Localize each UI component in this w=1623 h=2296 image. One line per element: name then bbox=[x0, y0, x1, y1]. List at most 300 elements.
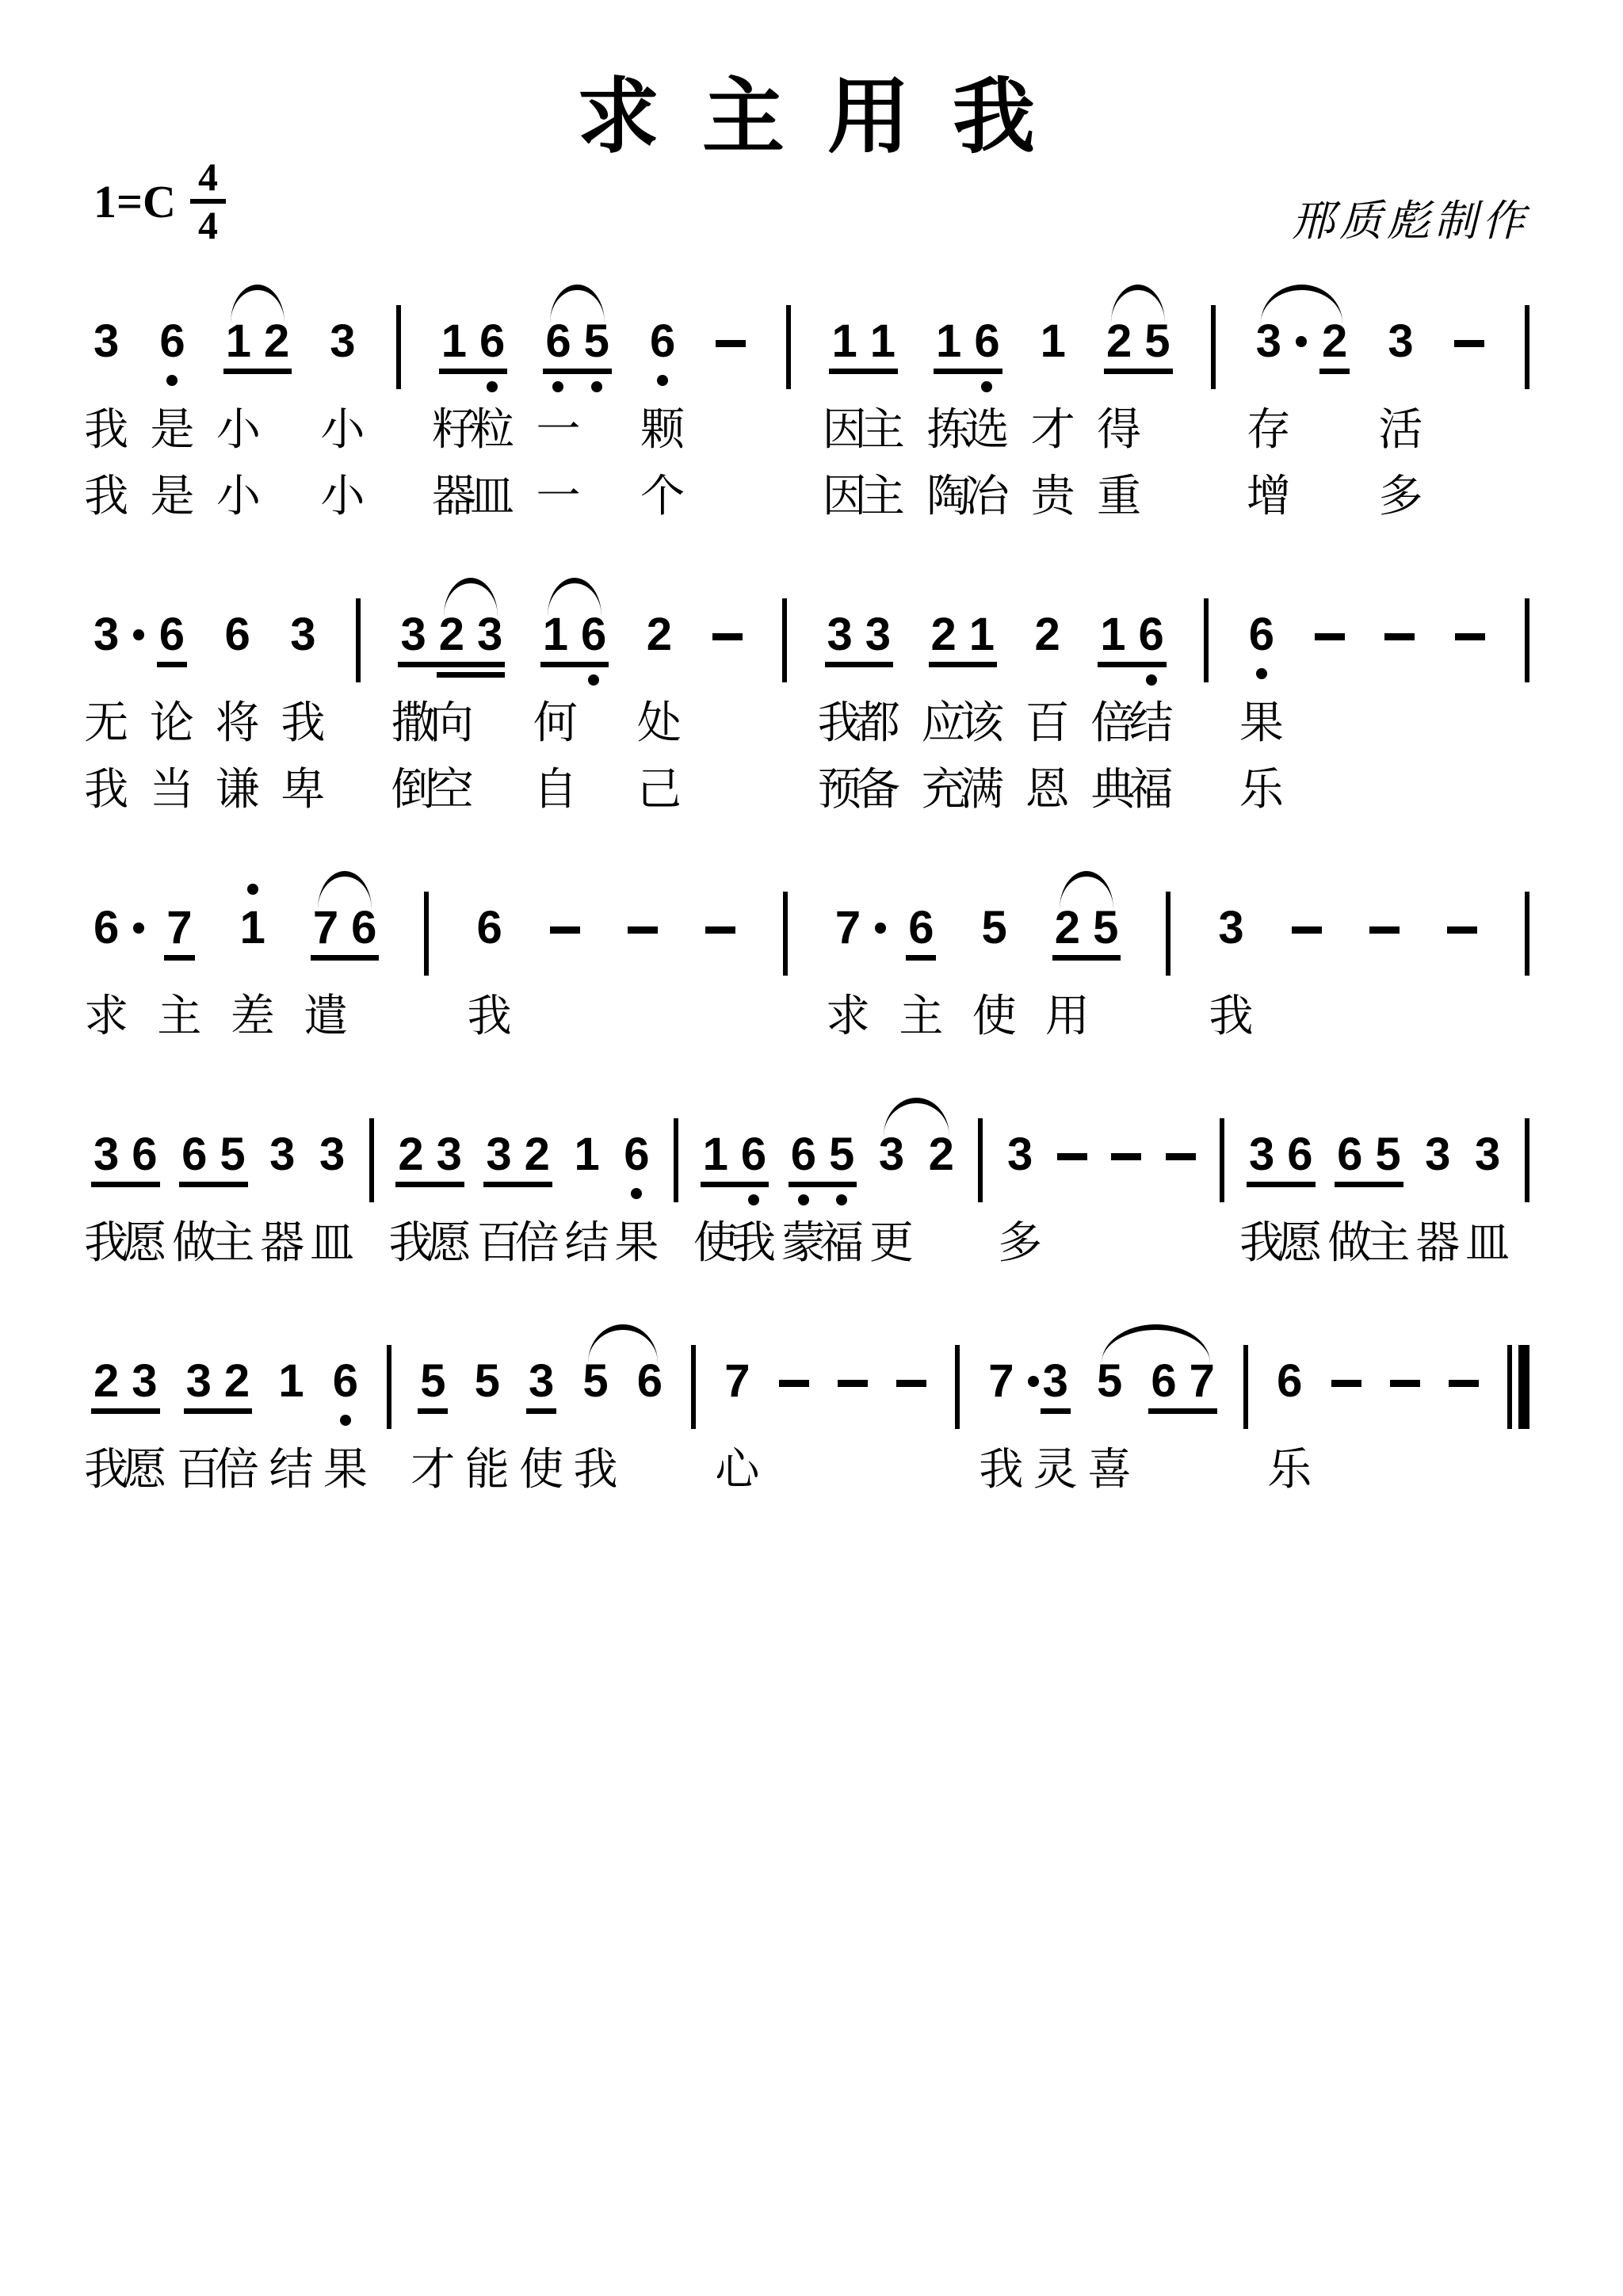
lyric-syllable: 籽 bbox=[431, 404, 476, 455]
note-digit-wrap bbox=[624, 1129, 649, 1180]
lyric-syllable: 是 bbox=[150, 404, 195, 455]
beam-line bbox=[437, 672, 506, 678]
note-digit-wrap bbox=[936, 316, 961, 367]
note-token bbox=[94, 1339, 119, 1407]
beam-line bbox=[1052, 955, 1121, 961]
note-group bbox=[703, 1112, 767, 1180]
note-digit-wrap bbox=[351, 903, 376, 953]
note-group bbox=[356, 592, 361, 682]
slur-arc bbox=[231, 285, 285, 323]
duration-dot bbox=[133, 629, 144, 640]
note-digit-wrap bbox=[637, 1356, 663, 1407]
note-digit-wrap bbox=[865, 609, 891, 660]
barline bbox=[1525, 892, 1529, 976]
note-token bbox=[936, 299, 961, 367]
note-token bbox=[400, 592, 426, 660]
barline bbox=[1525, 1118, 1529, 1202]
note-digit: 1 bbox=[239, 902, 265, 954]
lyric-syllable: 增 bbox=[1246, 471, 1291, 521]
barline-token bbox=[1243, 1339, 1248, 1429]
note-digit-wrap bbox=[647, 609, 672, 660]
note-digit-wrap bbox=[159, 316, 185, 367]
lyric-syllable: 百 bbox=[476, 1217, 521, 1268]
lyric-syllable: 倒 bbox=[391, 764, 436, 815]
lyrics-row bbox=[84, 760, 1529, 823]
beam-line bbox=[934, 369, 1002, 374]
note-token bbox=[741, 1112, 766, 1180]
note-group bbox=[369, 1112, 374, 1202]
lyric-syllable: 主 bbox=[860, 471, 905, 521]
barline-token bbox=[691, 1339, 696, 1429]
duration-dash bbox=[1384, 633, 1415, 640]
lyric-syllable: 我 bbox=[573, 1444, 618, 1495]
note-digit-wrap bbox=[1055, 903, 1080, 953]
note-digit: 6 bbox=[790, 1129, 816, 1181]
note-digit-wrap bbox=[159, 609, 185, 660]
note-digit-wrap bbox=[974, 316, 999, 367]
duration-dash bbox=[705, 926, 735, 934]
lyric-syllable: 多 bbox=[1378, 471, 1423, 521]
octave-dot-low bbox=[588, 674, 599, 686]
lyric-syllable: 使 bbox=[972, 991, 1017, 1041]
lyrics-row bbox=[84, 467, 1529, 530]
note-digit-wrap bbox=[650, 316, 675, 367]
beam-line bbox=[543, 369, 612, 374]
note-group bbox=[1166, 1112, 1196, 1160]
lyric-syllable: 充 bbox=[921, 764, 966, 815]
note-group bbox=[955, 1339, 960, 1429]
note-token bbox=[330, 299, 355, 367]
lyric-syllable: 差 bbox=[230, 991, 275, 1041]
note-group bbox=[396, 299, 401, 389]
duration-dash bbox=[550, 926, 580, 934]
barline-token bbox=[1525, 1112, 1529, 1202]
note-digit: 6 bbox=[1337, 1129, 1363, 1181]
note-digit-wrap bbox=[1007, 1129, 1033, 1180]
duration-dash bbox=[1111, 1153, 1141, 1160]
octave-dot-low bbox=[748, 1194, 759, 1205]
dash-token bbox=[1292, 885, 1322, 934]
note-digit: 2 bbox=[930, 609, 957, 661]
lyric-syllable: 得 bbox=[1097, 404, 1142, 455]
note-digit-wrap bbox=[220, 1129, 245, 1180]
notes-row bbox=[94, 299, 1529, 397]
note-group bbox=[166, 885, 192, 953]
note-group bbox=[181, 1112, 246, 1180]
slur-arc bbox=[884, 1098, 949, 1137]
note-token bbox=[333, 1339, 358, 1407]
lyric-syllable: 无 bbox=[84, 697, 129, 748]
lyric-syllable: 乐 bbox=[1239, 764, 1284, 815]
octave-dot-low bbox=[631, 1188, 642, 1199]
note-digit: 1 bbox=[574, 1129, 600, 1181]
note-token bbox=[650, 299, 675, 367]
note-group bbox=[716, 299, 746, 347]
note-digit-wrap bbox=[476, 903, 502, 953]
note-group bbox=[159, 299, 185, 367]
lyric-syllable: 灵 bbox=[1033, 1444, 1078, 1495]
note-digit: 6 bbox=[624, 1129, 650, 1181]
lyric-syllable: 果 bbox=[323, 1444, 368, 1495]
lyric-syllable: 能 bbox=[464, 1444, 510, 1495]
lyric-syllable: 我 bbox=[84, 471, 129, 521]
note-digit: 3 bbox=[330, 315, 356, 368]
note-digit: 3 bbox=[1474, 1129, 1501, 1181]
barline bbox=[782, 598, 787, 682]
note-digit: 5 bbox=[981, 902, 1007, 954]
note-group bbox=[712, 592, 743, 640]
note-digit-wrap bbox=[584, 316, 609, 367]
lyric-syllable: 小 bbox=[320, 471, 365, 521]
note-digit: 3 bbox=[1006, 1129, 1033, 1181]
note-group bbox=[1337, 1112, 1401, 1180]
note-token bbox=[988, 1339, 1014, 1407]
note-digit: 2 bbox=[1106, 315, 1132, 368]
beam-line bbox=[1148, 1408, 1217, 1414]
octave-dot-low bbox=[591, 381, 602, 392]
lyric-syllable: 喜 bbox=[1087, 1444, 1132, 1495]
note-digit: 6 bbox=[132, 1129, 158, 1181]
note-token bbox=[1100, 592, 1125, 660]
note-digit: 3 bbox=[477, 609, 503, 661]
note-digit: 3 bbox=[319, 1129, 346, 1181]
note-digit-wrap bbox=[908, 903, 934, 953]
note-digit: 1 bbox=[278, 1355, 304, 1408]
lyric-syllable: 预 bbox=[817, 764, 862, 815]
barline bbox=[1211, 305, 1216, 389]
lyric-syllable: 愿 bbox=[122, 1217, 167, 1268]
note-token bbox=[1249, 592, 1274, 660]
note-digit: 5 bbox=[420, 1355, 446, 1408]
lyric-syllable: 论 bbox=[149, 697, 194, 748]
note-token bbox=[529, 1339, 554, 1407]
note-digit-wrap bbox=[1322, 316, 1347, 367]
note-token bbox=[931, 592, 957, 660]
note-token bbox=[1041, 299, 1066, 367]
note-digit: 6 bbox=[581, 609, 607, 661]
barline-token bbox=[674, 1112, 678, 1202]
note-group bbox=[475, 1339, 500, 1407]
time-signature bbox=[190, 157, 226, 246]
note-digit: 7 bbox=[166, 902, 193, 954]
lyric-syllable: 心 bbox=[715, 1444, 760, 1495]
note-digit-wrap bbox=[582, 1356, 608, 1407]
lyric-syllable: 个 bbox=[640, 471, 685, 521]
barline bbox=[1243, 1345, 1248, 1429]
note-digit-wrap bbox=[574, 1129, 599, 1180]
lyric-syllable: 当 bbox=[149, 764, 194, 815]
note-token bbox=[703, 1112, 728, 1180]
note-group bbox=[424, 885, 429, 976]
lyric-syllable: 主 bbox=[157, 991, 202, 1041]
lyrics-row bbox=[84, 693, 1529, 757]
lyric-syllable: 结 bbox=[269, 1444, 314, 1495]
lyric-syllable: 重 bbox=[1097, 471, 1142, 521]
note-group bbox=[831, 299, 896, 367]
beam-line bbox=[701, 1182, 769, 1187]
note-digit: 3 bbox=[865, 609, 892, 661]
note-group bbox=[674, 1112, 678, 1202]
note-digit: 1 bbox=[936, 315, 962, 368]
note-group bbox=[1455, 592, 1485, 640]
note-digit-wrap bbox=[545, 316, 571, 367]
note-digit: 1 bbox=[441, 315, 467, 368]
note-digit-wrap bbox=[94, 609, 119, 660]
lyric-syllable: 福 bbox=[819, 1217, 865, 1268]
note-digit-wrap bbox=[132, 1129, 157, 1180]
note-group bbox=[691, 1339, 696, 1429]
lyric-syllable: 都 bbox=[855, 697, 900, 748]
duration-dash bbox=[1315, 633, 1345, 640]
note-digit: 3 bbox=[269, 1129, 296, 1181]
note-group bbox=[1390, 1339, 1420, 1387]
beam-line bbox=[398, 662, 505, 667]
lyric-syllable: 器 bbox=[431, 471, 476, 521]
lyric-syllable: 使 bbox=[693, 1217, 738, 1268]
note-digit-wrap bbox=[791, 1129, 816, 1180]
duration-dash bbox=[1454, 340, 1484, 347]
note-group bbox=[1277, 1339, 1302, 1407]
lyric-syllable: 将 bbox=[215, 697, 260, 748]
note-token bbox=[159, 592, 185, 660]
note-token bbox=[647, 592, 672, 660]
note-digit: 6 bbox=[1138, 609, 1164, 661]
lyric-syllable: 才 bbox=[411, 1444, 456, 1495]
octave-dot-low bbox=[657, 375, 668, 386]
note-token bbox=[94, 592, 119, 660]
lyric-syllable: 粒 bbox=[470, 404, 515, 455]
note-digit-wrap bbox=[1043, 1356, 1068, 1407]
note-digit-wrap bbox=[870, 316, 896, 367]
note-digit: 2 bbox=[524, 1129, 550, 1181]
barline-token bbox=[396, 299, 401, 389]
note-group bbox=[1100, 592, 1164, 660]
note-digit: 2 bbox=[94, 1355, 120, 1408]
barline-token bbox=[955, 1339, 960, 1429]
beam-line bbox=[179, 1182, 248, 1187]
beam-line bbox=[825, 662, 894, 667]
note-digit: 3 bbox=[185, 1355, 212, 1408]
note-token bbox=[278, 1339, 304, 1407]
note-group bbox=[1243, 1339, 1248, 1429]
note-group bbox=[982, 885, 1007, 953]
barline bbox=[1525, 598, 1529, 682]
note-digit-wrap bbox=[181, 1129, 207, 1180]
note-token bbox=[982, 885, 1007, 953]
note-token bbox=[486, 1112, 511, 1180]
duration-dash bbox=[1449, 1380, 1479, 1387]
notes-row bbox=[94, 1339, 1529, 1437]
note-group bbox=[319, 1112, 345, 1180]
note-digit: 3 bbox=[878, 1129, 905, 1181]
note-digit: 5 bbox=[1375, 1129, 1401, 1181]
beam-line bbox=[164, 955, 194, 961]
note-group bbox=[269, 1112, 295, 1180]
score-line bbox=[84, 1112, 1529, 1277]
note-digit: 3 bbox=[1218, 902, 1244, 954]
barline bbox=[783, 892, 788, 976]
note-digit: 6 bbox=[181, 1129, 208, 1181]
note-token bbox=[1475, 1112, 1500, 1180]
note-digit: 2 bbox=[398, 1129, 424, 1181]
note-digit: 1 bbox=[542, 609, 569, 661]
note-digit: 7 bbox=[988, 1355, 1014, 1408]
note-digit-wrap bbox=[1249, 1129, 1274, 1180]
beam-line bbox=[1247, 1182, 1316, 1187]
duration-dash bbox=[779, 1380, 809, 1387]
slur-arc bbox=[548, 578, 601, 617]
barline-token bbox=[356, 592, 361, 682]
barline bbox=[424, 892, 429, 976]
lyric-syllable: 倍 bbox=[1090, 697, 1136, 748]
lyrics-row bbox=[84, 400, 1529, 464]
final-barline-token bbox=[1507, 1339, 1529, 1429]
note-group bbox=[1220, 1112, 1224, 1202]
lyric-syllable: 因 bbox=[822, 471, 867, 521]
note-digit: 7 bbox=[834, 902, 861, 954]
note-group bbox=[1425, 1112, 1450, 1180]
beam-line bbox=[91, 1408, 160, 1414]
lyric-syllable: 蒙 bbox=[781, 1217, 826, 1268]
note-digit-wrap bbox=[1375, 1129, 1400, 1180]
duration-dash bbox=[1455, 633, 1485, 640]
lyrics-row bbox=[84, 1440, 1529, 1503]
note-digit-wrap bbox=[94, 903, 119, 953]
note-group bbox=[278, 1339, 304, 1407]
duration-dot bbox=[1296, 336, 1307, 347]
beam-line bbox=[929, 662, 998, 667]
lyric-syllable: 遣 bbox=[304, 991, 349, 1041]
duration-dash bbox=[896, 1380, 926, 1387]
note-group bbox=[529, 1339, 554, 1407]
note-token bbox=[398, 1112, 423, 1180]
lyric-syllable: 拣 bbox=[926, 404, 972, 455]
note-token bbox=[132, 1339, 157, 1407]
note-digit-wrap bbox=[479, 316, 505, 367]
lyric-syllable: 做 bbox=[172, 1217, 217, 1268]
duration-dash bbox=[1369, 926, 1400, 934]
note-token bbox=[441, 299, 467, 367]
note-digit-wrap bbox=[1287, 1129, 1312, 1180]
note-digit-wrap bbox=[741, 1129, 766, 1180]
octave-dot-low bbox=[1146, 674, 1157, 686]
note-digit-wrap bbox=[225, 609, 250, 660]
note-group bbox=[387, 1339, 391, 1429]
beam-line bbox=[1098, 662, 1167, 667]
note-group bbox=[1388, 299, 1413, 367]
barline bbox=[674, 1118, 678, 1202]
lyric-syllable: 器 bbox=[260, 1217, 305, 1268]
note-token bbox=[525, 1112, 550, 1180]
note-digit-wrap bbox=[829, 1129, 854, 1180]
lyrics-row bbox=[84, 1213, 1529, 1277]
dash-token bbox=[1166, 1112, 1196, 1160]
note-digit: 3 bbox=[132, 1355, 158, 1408]
key-time-signature bbox=[94, 157, 226, 246]
duration-dash bbox=[1166, 1153, 1196, 1160]
note-token bbox=[319, 1112, 345, 1180]
note-group bbox=[159, 592, 185, 660]
note-digit: 5 bbox=[220, 1129, 246, 1181]
note-group bbox=[1507, 1339, 1529, 1429]
barline bbox=[369, 1118, 374, 1202]
lyric-syllable: 典 bbox=[1090, 764, 1136, 815]
note-token bbox=[1007, 1112, 1033, 1180]
note-digit-wrap bbox=[398, 1129, 423, 1180]
note-digit: 3 bbox=[1425, 1129, 1451, 1181]
note-group bbox=[94, 885, 119, 953]
beam-line bbox=[1335, 1182, 1403, 1187]
note-group bbox=[1041, 299, 1066, 367]
lyric-syllable: 我 bbox=[84, 764, 129, 815]
note-token bbox=[1277, 1339, 1302, 1407]
lyric-syllable: 百 bbox=[176, 1444, 221, 1495]
beam-line bbox=[418, 1408, 448, 1414]
barline bbox=[691, 1345, 696, 1429]
note-digit: 3 bbox=[94, 609, 120, 661]
beam-line bbox=[1104, 369, 1173, 374]
note-token bbox=[1375, 1112, 1400, 1180]
duration-dash bbox=[712, 633, 743, 640]
note-digit: 1 bbox=[1100, 609, 1126, 661]
octave-dot-low bbox=[166, 375, 178, 386]
lyric-syllable: 更 bbox=[869, 1217, 914, 1268]
note-token bbox=[791, 1112, 816, 1180]
time-signature-denominator: 4 bbox=[197, 203, 218, 248]
note-digit: 3 bbox=[1042, 1355, 1068, 1408]
note-digit: 3 bbox=[400, 609, 426, 661]
note-token bbox=[1043, 1339, 1068, 1407]
lyric-syllable: 果 bbox=[614, 1217, 659, 1268]
note-group bbox=[225, 592, 250, 660]
note-digit-wrap bbox=[437, 1129, 462, 1180]
note-group bbox=[978, 1112, 983, 1202]
note-digit: 6 bbox=[224, 609, 250, 661]
note-group bbox=[647, 592, 672, 660]
note-digit-wrap bbox=[525, 1129, 550, 1180]
note-digit: 6 bbox=[1151, 1355, 1177, 1408]
barline-token bbox=[782, 592, 787, 682]
barline bbox=[356, 598, 361, 682]
note-digit-wrap bbox=[1097, 1356, 1122, 1407]
note-digit-wrap bbox=[1035, 609, 1060, 660]
dash-token bbox=[1369, 885, 1400, 934]
score bbox=[0, 299, 1623, 1503]
lyric-syllable: 小 bbox=[216, 404, 261, 455]
note-token bbox=[479, 299, 505, 367]
lyric-syllable: 倍 bbox=[215, 1444, 260, 1495]
note-group bbox=[574, 1112, 599, 1180]
note-digit-wrap bbox=[186, 1356, 212, 1407]
dash-token bbox=[1384, 592, 1415, 640]
note-digit-wrap bbox=[1388, 316, 1413, 367]
octave-dot-low bbox=[798, 1194, 809, 1205]
slur-arc bbox=[1111, 285, 1165, 323]
lyric-syllable: 多 bbox=[998, 1217, 1043, 1268]
note-group bbox=[94, 299, 119, 367]
note-digit-wrap bbox=[1151, 1356, 1176, 1407]
beam-line bbox=[526, 1408, 556, 1414]
note-group bbox=[786, 299, 791, 389]
note-digit-wrap bbox=[879, 1129, 904, 1180]
note-group bbox=[1369, 885, 1400, 934]
note-group bbox=[791, 1112, 855, 1180]
note-group bbox=[1454, 299, 1484, 347]
slur-arc bbox=[1102, 1324, 1210, 1363]
note-digit-wrap bbox=[166, 903, 192, 953]
note-group bbox=[936, 299, 1000, 367]
note-group bbox=[782, 592, 787, 682]
